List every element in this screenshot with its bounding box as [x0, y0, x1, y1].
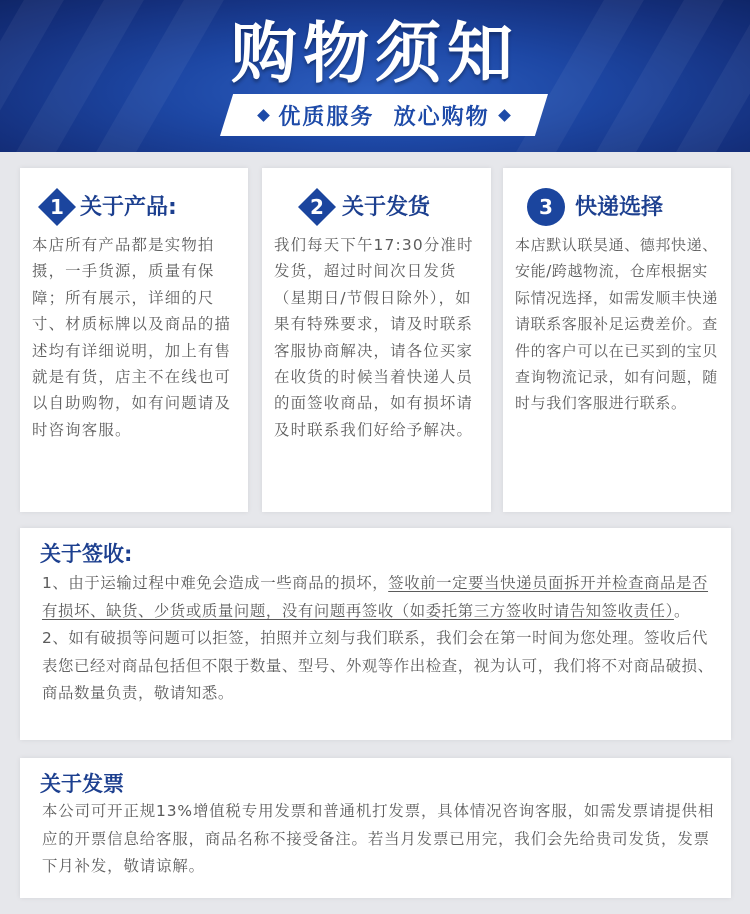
page-title: 购物须知 — [231, 15, 519, 92]
subtitle-banner — [220, 94, 548, 136]
card-title: 关于发货 — [342, 195, 431, 220]
card-shipping — [262, 168, 491, 512]
card-body: 本店所有产品都是实物拍摄，一手货源，质量有保障；所有展示，详细的尺寸、材质标牌以及商品的描述均有详细说明，加上有售就是有货，店主不在线也可以自助购物，如有问题请及时咨询客服。 — [32, 236, 232, 439]
section-body: 本公司可开正规13%增值税专用发票和普通机打发票，具体情况咨询客服，如需发票请提供相应的开票信息给客服，商品名称不接受备注。若当月发票已用完，我们会先给贵司发货，发票下月补发，敬请谅解。 — [42, 802, 715, 875]
section-title: 关于签收: — [40, 542, 133, 566]
section-title: 关于发票 — [40, 772, 124, 796]
section-invoice — [20, 758, 731, 898]
receipt-paragraph-1: 1、由于运输过程中难免会造成一些商品的损坏，签收前一定要当快递员面拆开并检查商品是否有损坏、缺货、少货或质量问题，没有问题再签收（如委托第三方签收时请告知签收责任）。 — [42, 574, 709, 620]
card-courier — [503, 168, 731, 512]
card-title: 快递选择 — [575, 195, 664, 220]
number-badge: 1 — [38, 188, 76, 226]
card-body: 本店默认联昊通、德邦快递、安能/跨越物流，仓库根据实际情况选择，如需发顺丰快递请联系客服补足运费差价。查件的客户可以在已买到的宝贝查询物流记录，如有问题，随时与我们客服进行联系。 — [515, 236, 718, 413]
number-badge: 2 — [298, 188, 336, 226]
section-receipt — [20, 528, 731, 740]
diamond-icon — [498, 109, 511, 122]
card-products — [20, 168, 248, 512]
section-body — [42, 570, 715, 708]
subtitle-text: 优质服务 放心购物 — [278, 104, 490, 130]
card-title: 关于产品: — [80, 195, 177, 220]
card-body: 我们每天下午17:30分准时发货，超过时间次日发货（星期日/节假日除外），如果有特殊要求，请及时联系客服协商解决，请各位买家在收货的时候当着快递人员的面签收商品，如有损坏请及时联系我们好给予解决。 — [274, 236, 474, 439]
receipt-paragraph-2: 2、如有破损等问题可以拒签，拍照并立刻与我们联系，我们会在第一时间为您处理。签收后代表您已经对商品包括但不限于数量、型号、外观等作出检查，视为认可，我们将不对商品破损、商品数量负责，敬请知悉。 — [42, 629, 714, 702]
header-banner — [0, 0, 750, 152]
diamond-icon — [257, 109, 270, 122]
number-badge: 3 — [527, 188, 565, 226]
